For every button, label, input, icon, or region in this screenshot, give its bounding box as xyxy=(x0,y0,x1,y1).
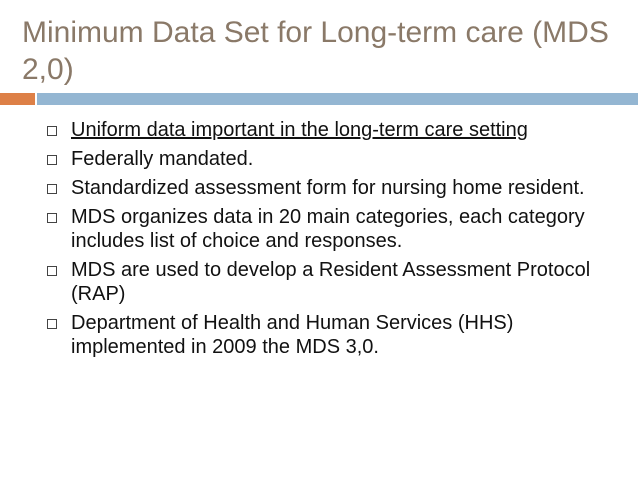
bullet-item xyxy=(47,118,627,142)
bullet-item xyxy=(47,205,627,253)
square-bullet-icon xyxy=(47,184,57,194)
square-bullet-icon xyxy=(47,213,57,223)
bullet-text: MDS are used to develop a Resident Assessment Protocol (RAP) xyxy=(71,259,591,305)
bullet-item xyxy=(47,258,627,306)
square-bullet-icon xyxy=(47,319,57,329)
bullet-item xyxy=(47,311,627,359)
bullet-text: Uniform data important in the long-term care setting xyxy=(71,119,528,141)
title-divider-bar xyxy=(37,93,638,105)
bullet-item xyxy=(47,147,627,171)
bullet-text: Federally mandated. xyxy=(71,148,254,170)
bullet-text: Standardized assessment form for nursing home resident. xyxy=(71,177,585,199)
title-divider-accent xyxy=(0,93,35,105)
square-bullet-icon xyxy=(47,155,57,165)
bullet-list xyxy=(47,118,627,364)
slide-title-line-2: 2,0) xyxy=(22,53,74,86)
bullet-item xyxy=(47,176,627,200)
bullet-text: MDS organizes data in 20 main categories, each category includes list of choice and responses. xyxy=(71,206,585,252)
square-bullet-icon xyxy=(47,266,57,276)
slide-title xyxy=(22,14,638,88)
bullet-text: Department of Health and Human Services (HHS) implemented in 2009 the MDS 3,0. xyxy=(71,312,514,358)
square-bullet-icon xyxy=(47,126,57,136)
slide-title-line-1: Minimum Data Set for Long-term care (MDS xyxy=(22,16,609,49)
